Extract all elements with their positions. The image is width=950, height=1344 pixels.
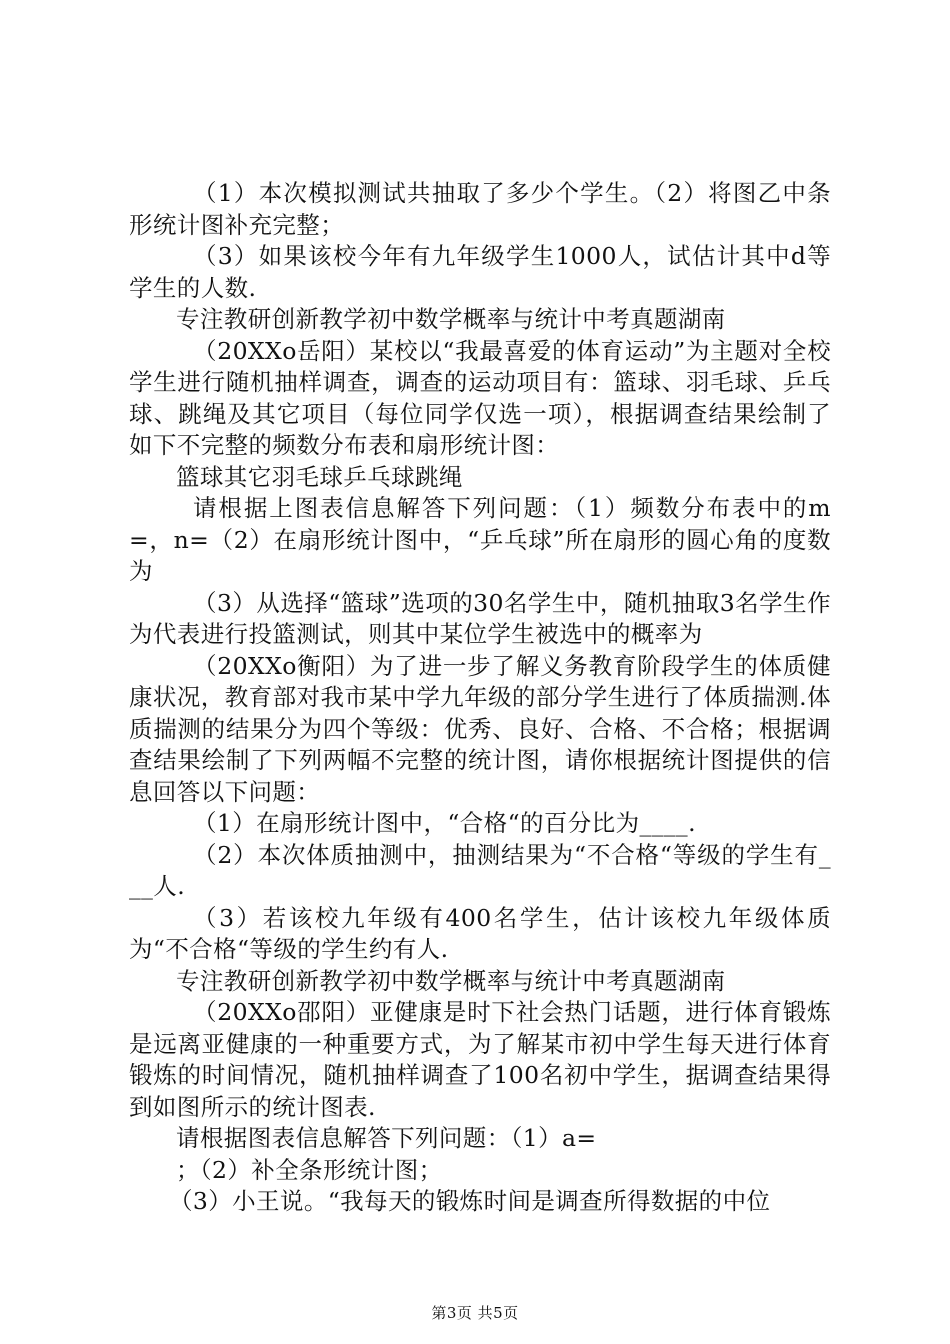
paragraph-shaoyang-q1: 请根据图表信息解答下列问题：（1）a= [176,1124,597,1152]
section-heading: 专注教研创新教学初中数学概率与统计中考真题湖南 [176,305,726,333]
page-footer [0,1303,950,1323]
paragraph-chart-labels: 篮球其它羽毛球乒乓球跳绳 [176,462,463,491]
document-body [129,178,831,1218]
paragraph-q1-estimate: （3）如果该校今年有九年级学生1000人，试估计其中d等学生的人数. [129,242,831,302]
page-number: 第3页 共5页 [431,1304,519,1322]
section-heading: 专注教研创新教学初中数学概率与统计中考真题湖南 [176,966,726,995]
paragraph-q1-sample: （1）本次模拟测试共抽取了多少个学生。（2）将图乙中条形统计图补充完整； [129,179,831,239]
paragraph-shaoyang-q3: （3）小王说。“我每天的锻炼时间是调查所得数据的中位 [169,1187,771,1215]
paragraph-yueyang-q12: 请根据上图表信息解答下列问题：（1）频数分布表中的m=，n=（2）在扇形统计图中，“乒乓球”所在扇形的圆心角的度数为 [129,494,831,585]
paragraph-shaoyang-q2: ；（2）补全条形统计图； [176,1155,443,1184]
paragraph-hengyang-q2: （2）本次体质抽测中，抽测结果为“不合格“等级的学生有___人. [129,840,831,900]
paragraph-hengyang-q1: （1）在扇形统计图中，“合格“的百分比为____. [193,809,696,837]
paragraph-hengyang-problem: （20XXo衡阳）为了进一步了解义务教育阶段学生的体质健康状况，教育部对我市某中学九年级的部分学生进行了体质揣测.体质揣测的结果分为四个等级：优秀、良好、合格、不合格；根据调查结果绘制了下列两幅不完整的统计图，请你根据统计图提供的信息回答以下问题： [129,651,831,806]
paragraph-yueyang-problem: （20XXo岳阳）某校以“我最喜爱的体育运动”为主题对全校学生进行随机抽样调查，调查的运动项目有：篮球、羽毛球、乒乓球、跳绳及其它项目（每位同学仅选一项），根据调查结果绘制了如下不完整的频数分布表和扇形统计图： [129,336,831,459]
paragraph-yueyang-q3: （3）从选择“篮球”选项的30名学生中，随机抽取3名学生作为代表进行投篮测试，则其中某位学生被选中的概率为 [129,588,831,648]
paragraph-hengyang-q3: （3）若该校九年级有400名学生，估计该校九年级体质为“不合格“等级的学生约有人. [129,903,831,963]
paragraph-shaoyang-problem: （20XXo邵阳）亚健康是时下社会热门话题，进行体育锻炼是远离亚健康的一种重要方式，为了解某市初中学生每天进行体育锻炼的时间情况，随机抽样调查了100名初中学生，据调查结果得到如图所示的统计图表. [129,998,831,1121]
